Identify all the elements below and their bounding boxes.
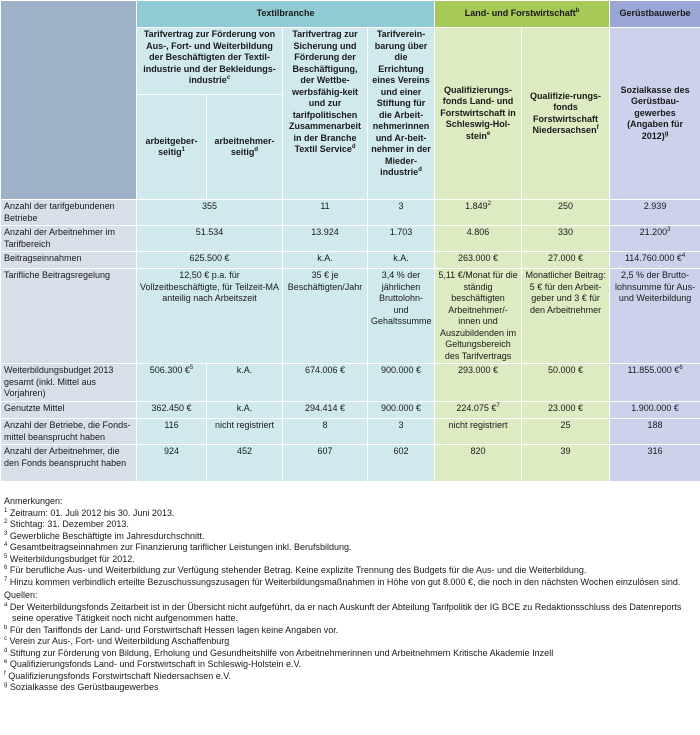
header-arbeitgeber: arbeitgeber-seitig$^1$ <box>137 95 207 200</box>
cell-an: nicht registriert <box>207 419 283 445</box>
row-label: Tarifliche Beitragsregelung <box>1 269 137 364</box>
table-row <box>1 226 700 252</box>
cell-tv2: 294.414 € <box>283 402 368 419</box>
cell-tv2: 607 <box>283 445 368 482</box>
header-soka: Sozialkasse des Gerüstbau-gewerbes (Angaben für 2012)$^g$ <box>610 28 700 200</box>
header-tv2: Tarifvertrag zur Sicherung und Förderung der Beschäftigung, der Wettbe-werbsfähig-keit und zur tarifpolitischen Zusammenarbeit in der Branche Textil Service$^d$ <box>283 28 368 200</box>
source-item: $^a$ Der Weiterbildungsfonds Zeitarbeit ist in der Übersicht nicht aufgeführt, da er nach Auskunft der Abteilung Tarifpolitik der IG BCE zu Redaktionsschluss des Datenreports seine operative Tätigkeit noch nicht aufgenommen hatte. <box>4 601 682 623</box>
notes-title: Anmerkungen: <box>4 496 63 506</box>
header-landforst: Land- und Forstwirtschaft$^b$ <box>435 1 610 28</box>
cell-ag: 506.300 €$^5$ <box>137 364 207 402</box>
row-label: Beitragseinnahmen <box>1 252 137 269</box>
cell-soka: 21.200$^3$ <box>610 226 700 252</box>
cell-an: k.A. <box>207 364 283 402</box>
cell-qf1: nicht registriert <box>435 419 522 445</box>
cell-qf1: 263.000 € <box>435 252 522 269</box>
row-label: Anzahl der Betriebe, die Fonds-mittel beansprucht haben <box>1 419 137 445</box>
cell-tv1: 355 <box>137 200 283 226</box>
cell-tv3: 3 <box>368 200 435 226</box>
cell-qf1: 820 <box>435 445 522 482</box>
header-arbeitnehmer: arbeitnehmer-seitig$^d$ <box>207 95 283 200</box>
cell-tv2: 35 € je Beschäftigten/Jahr <box>283 269 368 364</box>
cell-tv3: 3 <box>368 419 435 445</box>
table-row <box>1 445 700 482</box>
note-item: $^2$ Stichtag: 31. Dezember 2013. <box>4 519 129 529</box>
cell-an: k.A. <box>207 402 283 419</box>
note-item: $^3$ Gewerbliche Beschäftigte im Jahresdurchschnitt. <box>4 530 205 541</box>
cell-soka: 2,5 % der Brutto-lohnsumme für Aus- und Weiterbildung <box>610 269 700 364</box>
table-row <box>1 269 700 364</box>
cell-tv1: 625.500 € <box>137 252 283 269</box>
cell-soka: 11.855.000 €$^6$ <box>610 364 700 402</box>
table-row <box>1 419 700 445</box>
sources-title: Quellen: <box>4 590 38 600</box>
row-label: Weiterbildungsbudget 2013 gesamt (inkl. Mittel aus Vorjahren) <box>1 364 137 402</box>
cell-tv3: 900.000 € <box>368 402 435 419</box>
table-row <box>1 402 700 419</box>
cell-tv1: 51.534 <box>137 226 283 252</box>
cell-qf2: 39 <box>522 445 610 482</box>
source-item: $^c$ Verein zur Aus-, Fort- und Weiterbildung Aschaffenburg <box>4 636 230 646</box>
cell-an: 452 <box>207 445 283 482</box>
cell-soka: 2.939 <box>610 200 700 226</box>
cell-soka: 1.900.000 € <box>610 402 700 419</box>
cell-qf1: 4.806 <box>435 226 522 252</box>
cell-ag: 924 <box>137 445 207 482</box>
cell-tv1: 12,50 € p.a. für Vollzeitbeschäftigte, für Teilzeit-MA anteilig nach Arbeitszeit <box>137 269 283 364</box>
cell-qf2: 250 <box>522 200 610 226</box>
note-item: $^4$ Gesamtbeitragseinnahmen zur Finanzierung tariflicher Leistungen inkl. Berufsbildung. <box>4 542 352 552</box>
row-label: Anzahl der tarifgebundenen Betriebe <box>1 200 137 226</box>
source-item: $^g$ Sozialkasse des Gerüstbaugewerbes <box>4 682 159 692</box>
cell-tv3: 1.703 <box>368 226 435 252</box>
cell-tv2: 11 <box>283 200 368 226</box>
table-row <box>1 364 700 402</box>
cell-qf1: 224.075 €$^7$ <box>435 402 522 419</box>
source-item: $^b$ Für den Tariffonds der Land- und Forstwirtschaft Hessen lagen keine Angaben vor. <box>4 624 339 635</box>
cell-qf2: 25 <box>522 419 610 445</box>
source-item: $^f$ Qualifizierungsfonds Forstwirtschaft Niedersachsen e.V. <box>4 670 231 681</box>
cell-qf2: 330 <box>522 226 610 252</box>
header-qf2: Qualifizie-rungs-fonds Forstwirtschaft Niedersachsen$^f$ <box>522 28 610 200</box>
cell-qf2: 50.000 € <box>522 364 610 402</box>
cell-tv2: k.A. <box>283 252 368 269</box>
cell-tv3: 900.000 € <box>368 364 435 402</box>
cell-tv3: k.A. <box>368 252 435 269</box>
note-item: $^5$ Weiterbildungsbudget für 2012. <box>4 553 135 564</box>
header-qf1: Qualifizierungs-fonds Land- und Forstwirtschaft in Schleswig-Hol-stein$^e$ <box>435 28 522 200</box>
note-item: $^1$ Zeitraum: 01. Juli 2012 bis 30. Juni 2013. <box>4 507 175 518</box>
row-label: Anzahl der Arbeitnehmer im Tarifbereich <box>1 226 137 252</box>
cell-tv3: 3,4 % der jährlichen Bruttolohn- und Gehaltssumme <box>368 269 435 364</box>
cell-qf1: 293.000 € <box>435 364 522 402</box>
cell-qf2: Monatlicher Beitrag: 5 € für den Arbeit-geber und 3 € für den Arbeitnehmer <box>522 269 610 364</box>
cell-tv2: 674.006 € <box>283 364 368 402</box>
note-item: $^6$ Für berufliche Aus- und Weiterbildung zur Verfügung stehender Betrag. Keine explizite Trennung des Budgets für die Aus- und die Weiterbildung. <box>4 565 587 575</box>
cell-ag: 362.450 € <box>137 402 207 419</box>
source-item: $^e$ Qualifizierungsfonds Land- und Forstwirtschaft in Schleswig-Holstein e.V. <box>4 659 302 669</box>
header-textil: Textilbranche <box>137 1 435 28</box>
footnotes <box>4 496 696 694</box>
cell-qf1: 5,11 €/Monat für die ständig beschäftigten Arbeitnehmer/-innen und Auszubildenden im Geltungsbereich des Tarifvertrags <box>435 269 522 364</box>
table-row <box>1 252 700 269</box>
header-tv1: Tarifvertrag zur Förderung von Aus-, Fort- und Weiterbildung der Beschäftigten der Textil-industrie und der Bekleidungs-industrie$^c$ <box>137 28 283 95</box>
source-item: $^d$ Stiftung zur Förderung von Bildung, Erholung und Gesundheitshilfe von Arbeitnehmerinnen und Arbeitnehmern Kritische Akademie Inzell <box>4 647 554 658</box>
cell-qf1: 1.849$^2$ <box>435 200 522 226</box>
cell-tv2: 13.924 <box>283 226 368 252</box>
row-label: Genutzte Mittel <box>1 402 137 419</box>
note-item: $^7$ Hinzu kommen verbindlich erteilte Bezuschussungszusagen für Weiterbildungsmaßnahmen in Höhe von gut 8.000 €, die noch in den nächsten Wochen einzulösen sind. <box>4 576 681 587</box>
cell-soka: 188 <box>610 419 700 445</box>
row-label: Anzahl der Arbeitnehmer, die den Fonds beansprucht haben <box>1 445 137 482</box>
cell-ag: 116 <box>137 419 207 445</box>
cell-qf2: 23.000 € <box>522 402 610 419</box>
corner-cell <box>1 1 137 200</box>
cell-soka: 316 <box>610 445 700 482</box>
cell-tv3: 602 <box>368 445 435 482</box>
table-row <box>1 200 700 226</box>
header-geruest: Gerüstbauwerbe <box>610 1 700 28</box>
cell-qf2: 27.000 € <box>522 252 610 269</box>
header-tv3: Tarifverein-barung über die Errichtung eines Vereins und einer Stiftung für die Arbeit-nehmerinnen und Ar-beit-nehmer in der Mieder-industrie$^d$ <box>368 28 435 200</box>
cell-tv2: 8 <box>283 419 368 445</box>
cell-soka: 114.760.000 €$^4$ <box>610 252 700 269</box>
